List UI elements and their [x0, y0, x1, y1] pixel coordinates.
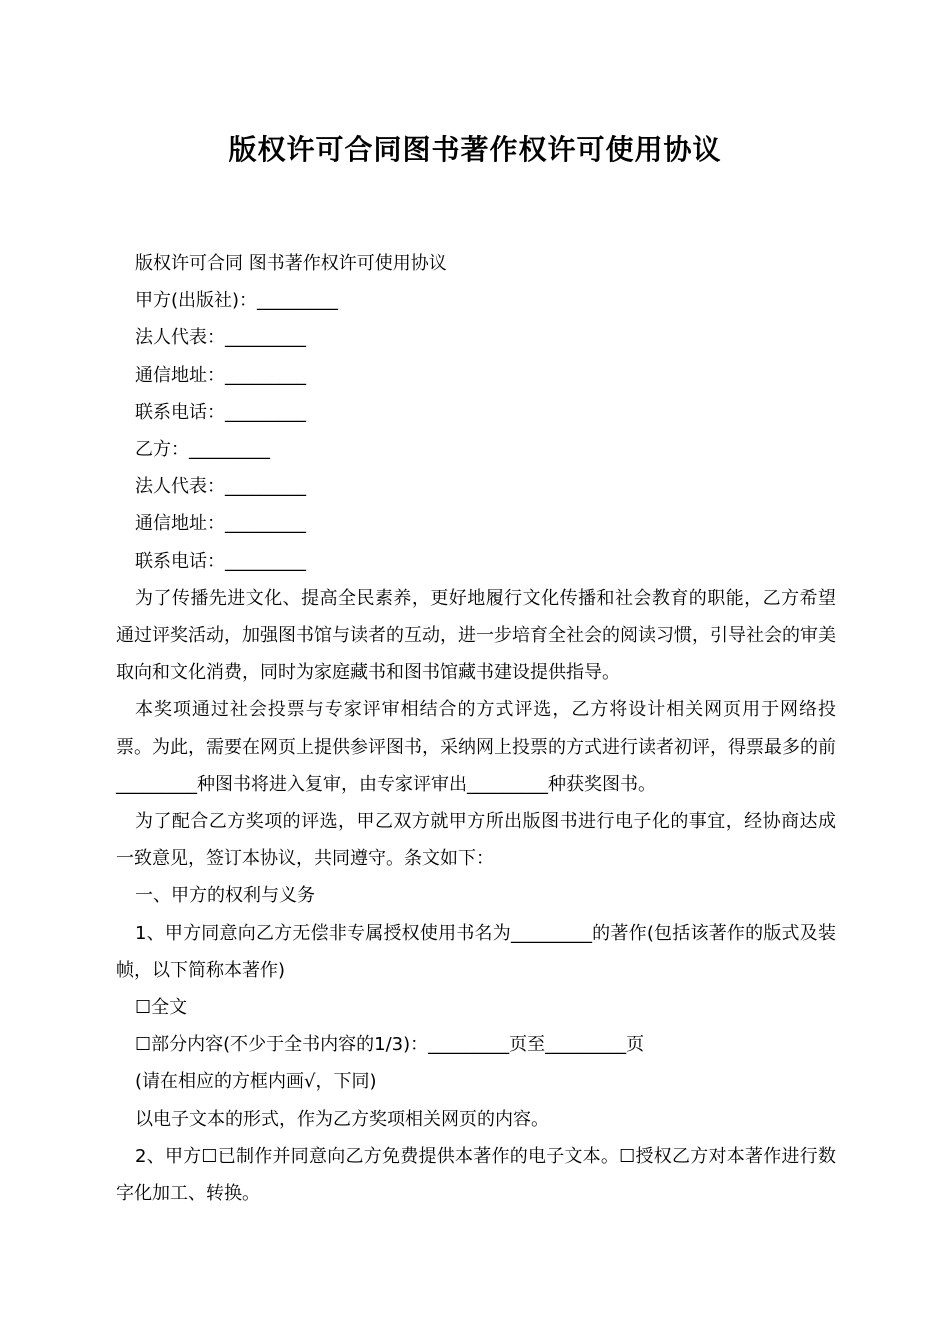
checkbox-option-partial: ☐部分内容(不少于全书内容的1/3)：_________页至_________页	[135, 1034, 645, 1056]
checkbox-instruction: (请在相应的方框内画√，下同)	[135, 1071, 377, 1093]
document-body	[116, 245, 836, 1212]
party-a-phone: 联系电话：_________	[135, 401, 306, 423]
document-title: 版权许可合同图书著作权许可使用协议	[228, 133, 722, 166]
paragraph-agreement: 为了配合乙方奖项的评选，甲乙双方就甲方所出版图书进行电子化的事宜，经协商达成一致意见，签订本协议，共同遵守。条文如下：	[116, 811, 836, 870]
party-b-address: 通信地址：_________	[135, 513, 306, 535]
paragraph-purpose: 为了传播先进文化、提高全民素养，更好地履行文化传播和社会教育的职能，乙方希望通过评奖活动，加强图书馆与读者的互动，进一步培育全社会的阅读习惯，引导社会的审美取向和文化消费，同时为家庭藏书和图书馆藏书建设提供指导。	[116, 587, 836, 684]
clause-2: 2、甲方☐已制作并同意向乙方免费提供本著作的电子文本。☐授权乙方对本著作进行数字化加工、转换。	[116, 1145, 836, 1205]
section-heading-party-a: 一、甲方的权利与义务	[135, 885, 315, 907]
paragraph-heading: 版权许可合同 图书著作权许可使用协议	[135, 253, 447, 274]
clause-1: 1、甲方同意向乙方无偿非专属授权使用书名为_________的著作(包括该著作的版式及装帧，以下简称本著作)	[116, 922, 836, 981]
party-b-name: 乙方：_________	[135, 439, 270, 461]
party-b-legal-rep: 法人代表：_________	[135, 476, 306, 498]
checkbox-option-full-text: ☐全文	[135, 997, 188, 1019]
party-a-name: 甲方(出版社)：_________	[135, 290, 339, 312]
clause-1-usage: 以电子文本的形式，作为乙方奖项相关网页的内容。	[135, 1108, 549, 1130]
party-b-phone: 联系电话：_________	[135, 550, 306, 572]
party-a-address: 通信地址：_________	[135, 364, 306, 386]
paragraph-award-method: 本奖项通过社会投票与专家评审相结合的方式评选，乙方将设计相关网页用于网络投票。为此，需要在网页上提供参评图书，采纳网上投票的方式进行读者初评，得票最多的前_________种图书将进入复审，由专家评审出_________种获奖图书。	[116, 699, 836, 795]
party-a-legal-rep: 法人代表：_________	[135, 327, 306, 349]
